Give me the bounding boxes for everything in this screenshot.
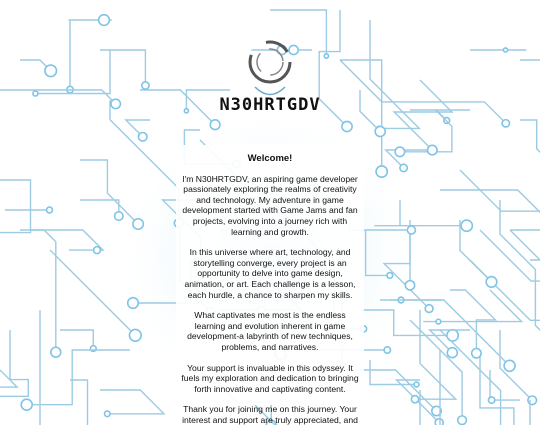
circuit-node xyxy=(458,416,467,425)
circuit-node xyxy=(47,207,53,213)
circuit-node xyxy=(407,226,415,234)
circuit-node xyxy=(435,419,443,425)
circuit-trace xyxy=(0,180,31,233)
circuit-trace xyxy=(470,260,540,320)
circuit-node xyxy=(138,132,147,141)
welcome-heading: Welcome! xyxy=(247,153,293,164)
circuit-trace xyxy=(440,330,501,425)
circuit-trace xyxy=(0,370,17,387)
circuit-node xyxy=(405,281,414,290)
circuit-node xyxy=(472,348,481,357)
learning-paragraph: What captivates me most is the endless learning and evolution inherent in game development-a labyrinth of new techniques, problems, and narratives. xyxy=(187,310,353,352)
circuit-trace xyxy=(520,120,540,188)
circuit-node xyxy=(447,348,457,358)
circuit-node xyxy=(425,305,433,313)
circuit-node xyxy=(342,121,352,131)
circuit-trace xyxy=(510,230,540,273)
circuit-trace xyxy=(60,330,93,349)
circuit-node xyxy=(115,212,123,220)
universe-paragraph: In this universe where art, technology, and storytelling converge, every project is an opportunity to delve into game design, animation, or art. Each challenge is a lesson, each hurdle, a chance to sharpen my skills. xyxy=(184,247,356,300)
circuit-trace xyxy=(27,350,130,405)
circuit-trace xyxy=(0,330,28,396)
circuit-node xyxy=(504,360,515,371)
circuit-node xyxy=(133,219,144,230)
circuit-node xyxy=(128,298,139,309)
welcome-content xyxy=(180,150,360,425)
circuit-trace xyxy=(480,230,540,281)
circuit-trace xyxy=(100,390,164,414)
circuit-node xyxy=(21,399,32,410)
circuit-node xyxy=(51,347,61,357)
circuit-node xyxy=(384,347,390,353)
intro-paragraph: I'm N30HRTGDV, an aspiring game developer passionately exploring the realms of creativity and technology. My adventure in game development started with Game Jams and fan projects, evolving into a journey rich with learning and growth. xyxy=(182,173,358,237)
circuit-trace xyxy=(40,310,69,425)
circuit-trace xyxy=(20,230,56,352)
circuit-node xyxy=(528,396,537,405)
circuit-node xyxy=(94,247,101,254)
circuit-node xyxy=(461,220,472,231)
circuit-node xyxy=(395,147,404,156)
brand-title: N30HRTGDV xyxy=(219,95,321,115)
circuit-node xyxy=(376,166,387,177)
circuit-node xyxy=(99,15,110,26)
circuit-node xyxy=(105,411,111,417)
support-paragraph: Your support is invaluable in this odyssey. It fuels my exploration and dedication to bringing forth innovative and captivating content. xyxy=(181,362,359,394)
circuit-node xyxy=(436,319,441,324)
circuit-node xyxy=(387,273,393,279)
circuit-node xyxy=(414,382,419,387)
circuit-node xyxy=(375,126,385,136)
circuit-node xyxy=(488,397,494,403)
circuit-trace xyxy=(423,290,521,322)
circuit-node xyxy=(129,329,141,341)
circuit-trace xyxy=(30,230,103,250)
thanks-paragraph: Thank you for joining me on this journey. Your interest and support are truly appreciated, and xyxy=(182,404,358,425)
circuit-node xyxy=(428,145,438,155)
circuit-node xyxy=(411,396,418,403)
circuit-trace xyxy=(70,380,115,425)
circuit-node xyxy=(486,277,497,288)
circuit-node xyxy=(400,164,407,171)
